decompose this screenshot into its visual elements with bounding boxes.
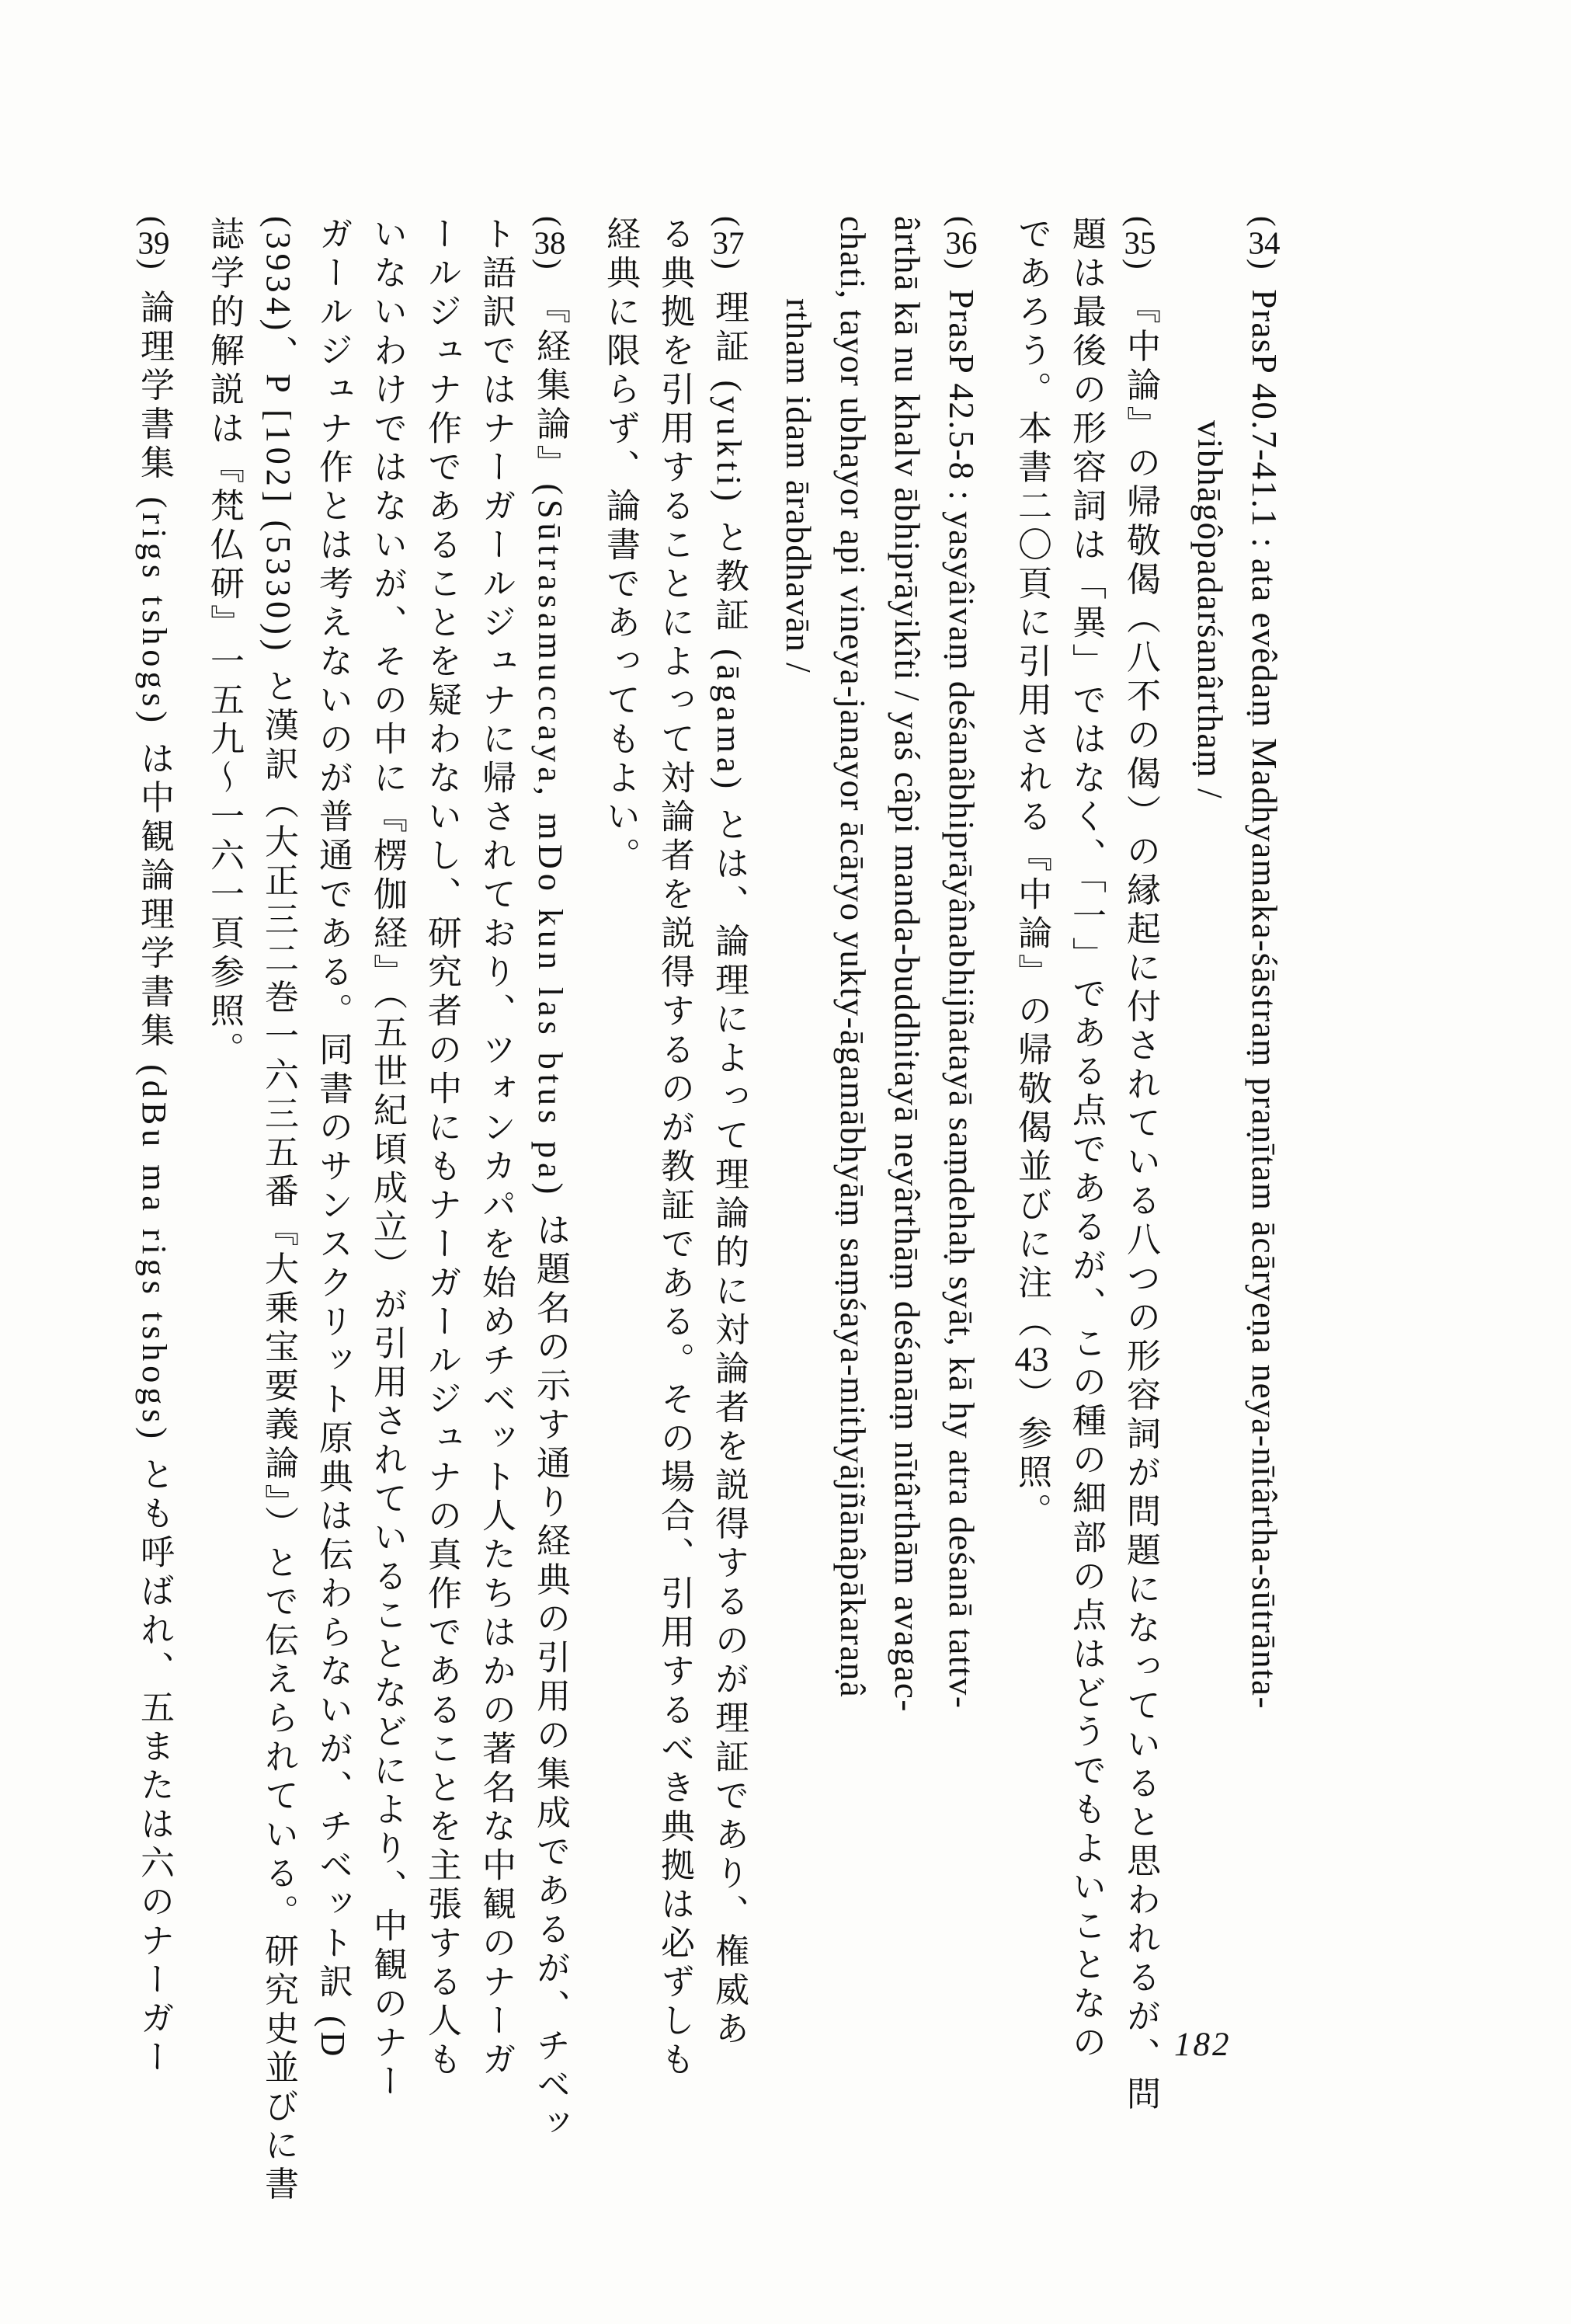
note-text: 理証 (yukti) と教証 (āgama) とは、論理によって理論的に対論者を説得するのが理証であり、権威あ [710, 289, 748, 2050]
footnotes-text-block [127, 216, 1291, 2205]
note-line: る典拠を引用することによって対論者を説得するのが教証である。その場合、引用するべき典拠は必ずしも [655, 216, 693, 2080]
note-line: ト語訳ではナーガールジュナに帰されており、ツォンカパを始めチベット人たちはかの著名な中観のナーガ [477, 216, 515, 2080]
note-text: 『経集論』(Sūtrasamuccaya, mDo kun las btus pa) は題名の示す通り経典の引用の集成であるが、チベッ [531, 289, 569, 2145]
note-number: ( 34 ) [1246, 216, 1282, 269]
note-line: いないわけではないが、その中に『楞伽経』（五世紀頃成立）が引用されていることなどにより、中観のナー [368, 216, 406, 2102]
note-text: 論理学書集 (rigs tshogs) は中観論理学書集 (dBu ma rigs tshogs) とも呼ばれ、五または六のナーガー [135, 289, 173, 2078]
note-line: であろう。本書二〇頁に引用される『中論』の帰敬偈並びに注（43）参照。 [1013, 216, 1051, 1532]
note-line: rtham idam ārabdhavān / [779, 298, 818, 674]
note-text: PrasP 40.7-41.1 : ata evêdaṃ Madhyamaka-śāstraṃ praṇītam ācāryeṇa neya-nītârtha-sūtrānta- [1245, 289, 1284, 1710]
note-line [701, 216, 756, 2119]
note-line [523, 216, 577, 2145]
footnote-39 [127, 216, 181, 2119]
footnote-38 [196, 216, 577, 2205]
note-line: ârthā kā nu khalv ābhiprāyikîti / yaś câpi manda-buddhitayā neyârthāṃ deśanāṃ nītârthām avagac- [888, 216, 926, 1713]
page-number: 182 [1174, 2027, 1232, 2063]
note-line [127, 216, 181, 2119]
note-line: chati, tayor ubhayor api vineya-janayor ācāryo yukty-āgamābhyāṃ saṃśaya-mithyājñānâpākaraṇâ [833, 216, 872, 1699]
note-text: 『中論』の帰敬偈（八不の偈）の縁起に付されている八つの形容詞が問題になっていると思われるが、問 [1121, 289, 1159, 2115]
note-line [934, 216, 989, 2119]
footnote-36 [771, 216, 989, 2119]
note-line: 題は最後の形容詞は「異」ではなく、「一」である点であるが、この種の細部の点はどうでもよいことなの [1067, 216, 1105, 2063]
footnote-37 [593, 216, 756, 2119]
note-number: ( 35 ) [1122, 216, 1158, 269]
note-line: 誌学的解説は『梵仏研』一五九～一六一頁参照。 [205, 216, 243, 1070]
note-number: ( 36 ) [944, 216, 979, 269]
note-number: ( 38 ) [532, 216, 568, 269]
note-line: ガールジュナ作とは考えないのが普通である。同書のサンスクリット原典は伝わらないが、チベット訳 (D [314, 216, 352, 2061]
note-text: PrasP 42.5-8 : yasyâivaṃ deśanâbhiprāyânabhijñatayā saṃdehaḥ syāt, kā hy atra deśanā tattv- [942, 289, 981, 1710]
note-line: 経典に限らず、論書であってもよい。 [601, 216, 639, 876]
footnote-35 [1004, 216, 1167, 2119]
note-number: ( 37 ) [711, 216, 746, 269]
note-line: (3934)、P [102] (5330)) と漢訳（大正三二巻一六三五番『大乗宝要義論』）とで伝えられている。研究史並びに書 [259, 216, 297, 2205]
note-line [1113, 216, 1167, 2119]
note-line: ールジュナ作であることを疑わないし、研究者の中にもナーガールジュナの真作であることを主張する人も [422, 216, 461, 2080]
footnote-34 [1183, 216, 1291, 2119]
note-line [1237, 216, 1291, 2119]
note-line: vibhāgôpadarśanârthaṃ / [1190, 420, 1229, 800]
note-number: ( 39 ) [136, 216, 172, 269]
